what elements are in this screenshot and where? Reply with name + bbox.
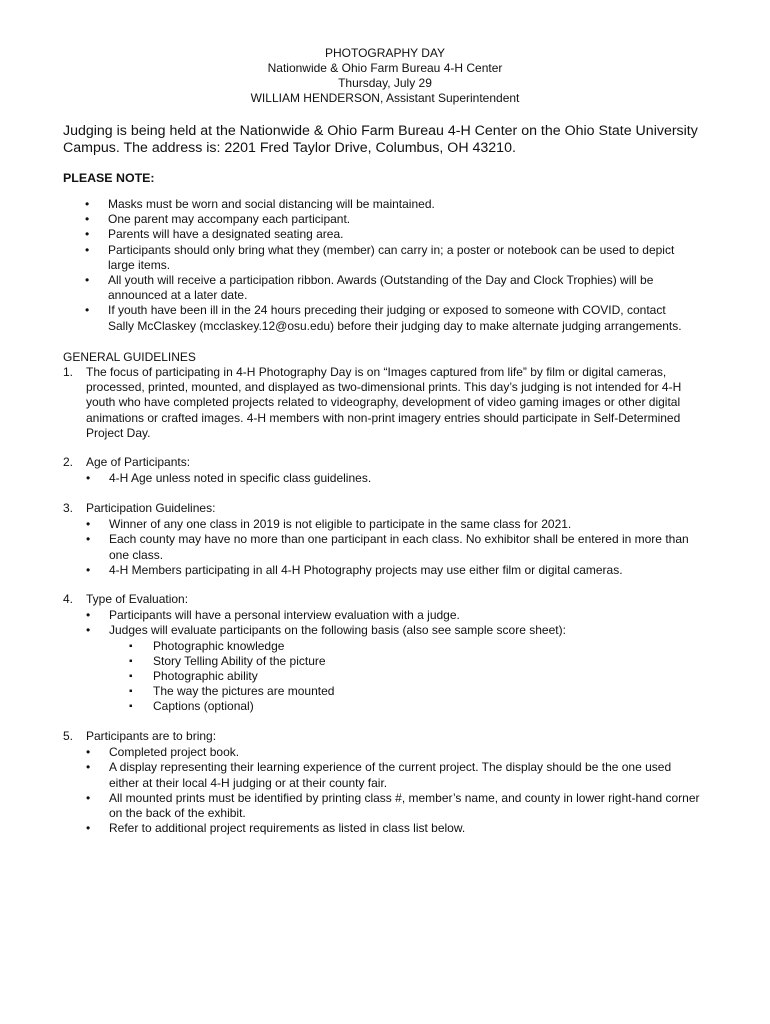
section-items [86,608,703,638]
criteria-item: ▪ The way the pictures are mounted [129,684,703,699]
general-guidelines-heading: GENERAL GUIDELINES [63,350,196,364]
note-item: • Masks must be worn and social distancing will be maintained. [85,197,685,212]
note-item: • Participants should only bring what they (member) can carry in; a poster or notebook can be used to depict large items. [85,243,685,273]
list-item: • Completed project book. [86,745,703,760]
list-item: • A display representing their learning experience of the current project. The display should be the one used either at their local 4-H judging or at their county fair. [86,760,703,790]
section-heading: Participants are to bring: [86,729,217,743]
guideline-section-5 [63,729,703,836]
section-heading: Participation Guidelines: [86,501,216,515]
list-item: • 4-H Members participating in all 4-H Photography projects may use either film or digital cameras. [86,563,703,578]
list-item: • Winner of any one class in 2019 is not eligible to participate in the same class for 2021. [86,517,703,532]
note-item: • All youth will receive a participation ribbon. Awards (Outstanding of the Day and Clock Trophies) will be announced at a later date. [85,273,685,303]
note-item: • If youth have been ill in the 24 hours preceding their judging or exposed to someone with COVID, contact Sally McClaskey (mcclaskey.12@osu.edu) before their judging day to make alternate judging arrangements. [85,303,685,333]
header-venue: Nationwide & Ohio Farm Bureau 4-H Center [267,61,503,75]
section-number: 2. [63,455,74,469]
note-item: • Parents will have a designated seating area. [85,227,685,242]
header-person: WILLIAM HENDERSON, Assistant Superintendent [250,91,520,105]
list-item: • Each county may have no more than one participant in each class. No exhibitor shall be entered in more than one class. [86,532,703,562]
guideline-section-2 [63,455,703,486]
criteria-item: ▪ Photographic knowledge [129,639,703,654]
section-number: 4. [63,592,74,606]
guideline-section-1 [63,365,703,441]
guideline-section-3 [63,501,703,578]
guideline-section-4 [63,592,703,714]
list-item: • 4-H Age unless noted in specific class guidelines. [86,471,703,486]
list-item: • Refer to additional project requirements as listed in class list below. [86,821,703,836]
header-title: PHOTOGRAPHY DAY [324,46,446,60]
criteria-item: ▪ Photographic ability [129,669,703,684]
section-items [86,517,703,578]
header-date: Thursday, July 29 [338,76,432,90]
please-note-heading: PLEASE NOTE: [63,171,155,185]
section-heading: Age of Participants: [86,455,191,469]
document-header [0,46,770,106]
section-heading: Type of Evaluation: [86,592,189,606]
criteria-item: ▪ Captions (optional) [129,699,703,714]
criteria-item: ▪ Story Telling Ability of the picture [129,654,703,669]
list-item: • Participants will have a personal interview evaluation with a judge. [86,608,703,623]
section-text: The focus of participating in 4-H Photography Day is on “Images captured from life” by film or digital cameras, processed, printed, mounted, and displayed as two-dimensional prints. This day’s judging is not intended for 4-H youth who have completed projects related to videography, development of video gaming images or other digital animations or crafted images. 4-H members with non-print imagery entries should participate in Self-Determined Project Day. [86,365,682,440]
intro-paragraph: Judging is being held at the Nationwide & Ohio Farm Bureau 4-H Center on the Ohio State University Campus. The address is: 2201 Fred Taylor Drive, Columbus, OH 43210. [63,123,698,156]
notes-list [85,197,685,334]
list-item: • Judges will evaluate participants on the following basis (also see sample score sheet): [86,623,703,638]
list-item: • All mounted prints must be identified by printing class #, member’s name, and county in lower right-hand corner on the back of the exhibit. [86,791,703,821]
section-number: 5. [63,729,74,743]
section-items [86,471,703,486]
section-number: 3. [63,501,74,515]
evaluation-criteria-list [129,639,703,714]
note-item: • One parent may accompany each participant. [85,212,685,227]
section-items [86,745,703,836]
section-number: 1. [63,365,74,379]
